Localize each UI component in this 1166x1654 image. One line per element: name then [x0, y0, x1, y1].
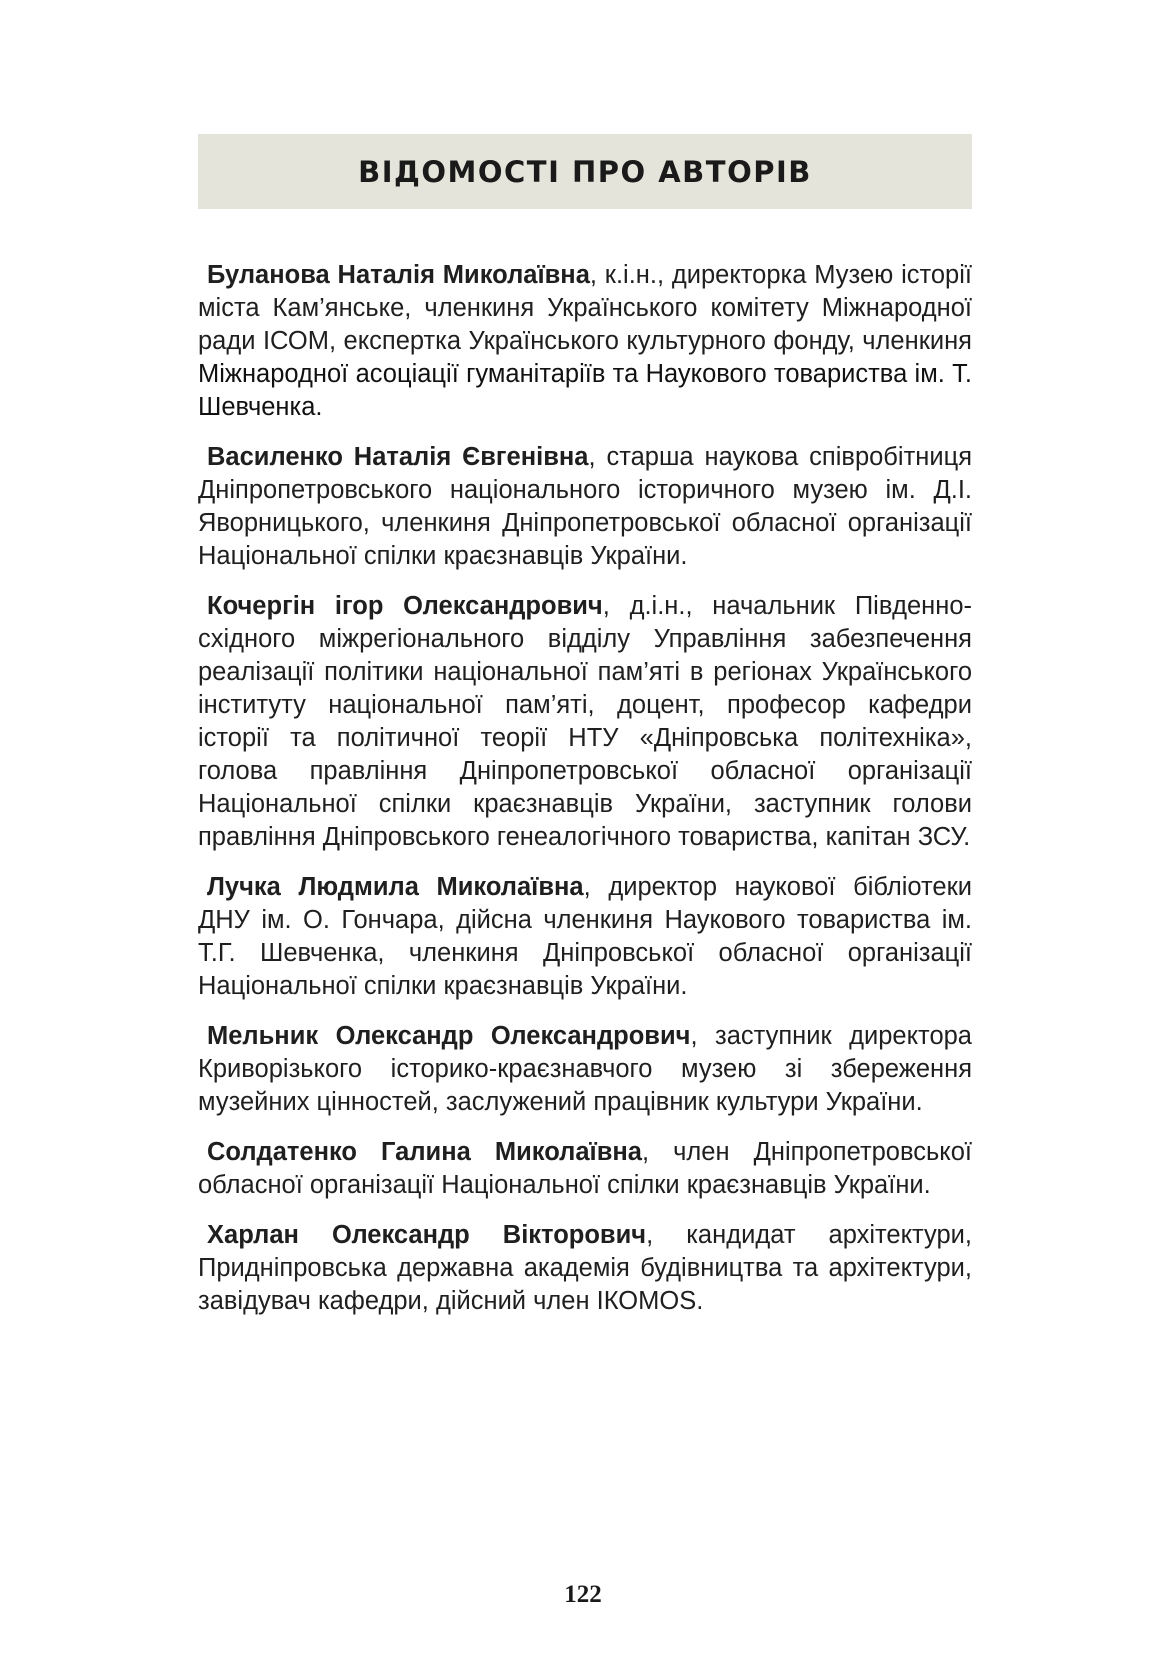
author-description: , член Дніпропетровської обласної організації Національної спілки краєзнавців України. — [198, 1138, 972, 1199]
author-description: , д.і.н., начальник Південно-східного міжрегіонального відділу Управління забезпечення реалізації політики національної пам’яті в регіонах Українського інституту національної пам’яті, доцент, професор кафедри історії та політичної теорії НТУ «Дніпровська політехніка», голова правління Дніпропетровської обласної організації Національної спілки краєзнавців України, заступник голови правління Дніпровського генеалогічного товариства, капітан ЗСУ. — [198, 592, 972, 851]
author-name: Солдатенко Галина Миколаївна — [207, 1138, 642, 1166]
page-number: 122 — [564, 1581, 602, 1608]
author-description: , директор наукової бібліотеки ДНУ ім. О. Гончара, дійсна членкиня Наукового товариства ім. Т.Г. Шевченка, членкиня Дніпровської обласної організації Національної спілки краєзнавців України. — [198, 873, 972, 1000]
section-heading-box — [198, 134, 972, 209]
author-list — [198, 259, 972, 1335]
author-entry — [198, 1020, 972, 1119]
author-name: Кочергін ігор Олександрович — [207, 592, 603, 620]
author-name: Харлан Олександр Вікторович — [207, 1221, 647, 1249]
author-name: Василенко Наталія Євгенівна — [207, 443, 589, 471]
author-entry — [198, 259, 972, 424]
author-entry — [198, 871, 972, 1003]
author-name: Буланова Наталія Миколаївна — [207, 261, 590, 289]
author-description: , к.і.н., директорка Музею історії міста Кам’янське, членкиня Українського комітету Міжнародної ради ІСОМ, експертка Українського культурного фонду, членкиня — [198, 261, 972, 355]
author-name: Лучка Людмила Миколаївна — [207, 873, 584, 901]
author-entry — [198, 1136, 972, 1202]
author-description-highlight: Міжнародної асоціації гуманітаріїв та Наукового товариства ім. Т. Шевченка. — [198, 360, 972, 421]
author-description: , кандидат архітектури, Придніпровська державна академія будівництва та архітектури, завідувач кафедри, дійсний член ІКОМОS. — [198, 1221, 972, 1315]
author-description: , старша наукова співробітниця Дніпропетровського національного історичного музею ім. Д.І. Яворницького, членкиня Дніпропетровської обласної організації Національної спілки краєзнавців України. — [198, 443, 972, 570]
author-entry — [198, 590, 972, 854]
author-entry — [198, 1219, 972, 1318]
author-description: , заступник директора Криворізького історико-краєзнавчого музею зі збереження музейних цінностей, заслужений працівник культури України. — [198, 1022, 972, 1116]
author-entry — [198, 441, 972, 573]
author-name: Мельник Олександр Олександрович — [207, 1022, 691, 1050]
section-title: ВІДОМОСТІ ПРО АВТОРІВ — [358, 154, 812, 189]
